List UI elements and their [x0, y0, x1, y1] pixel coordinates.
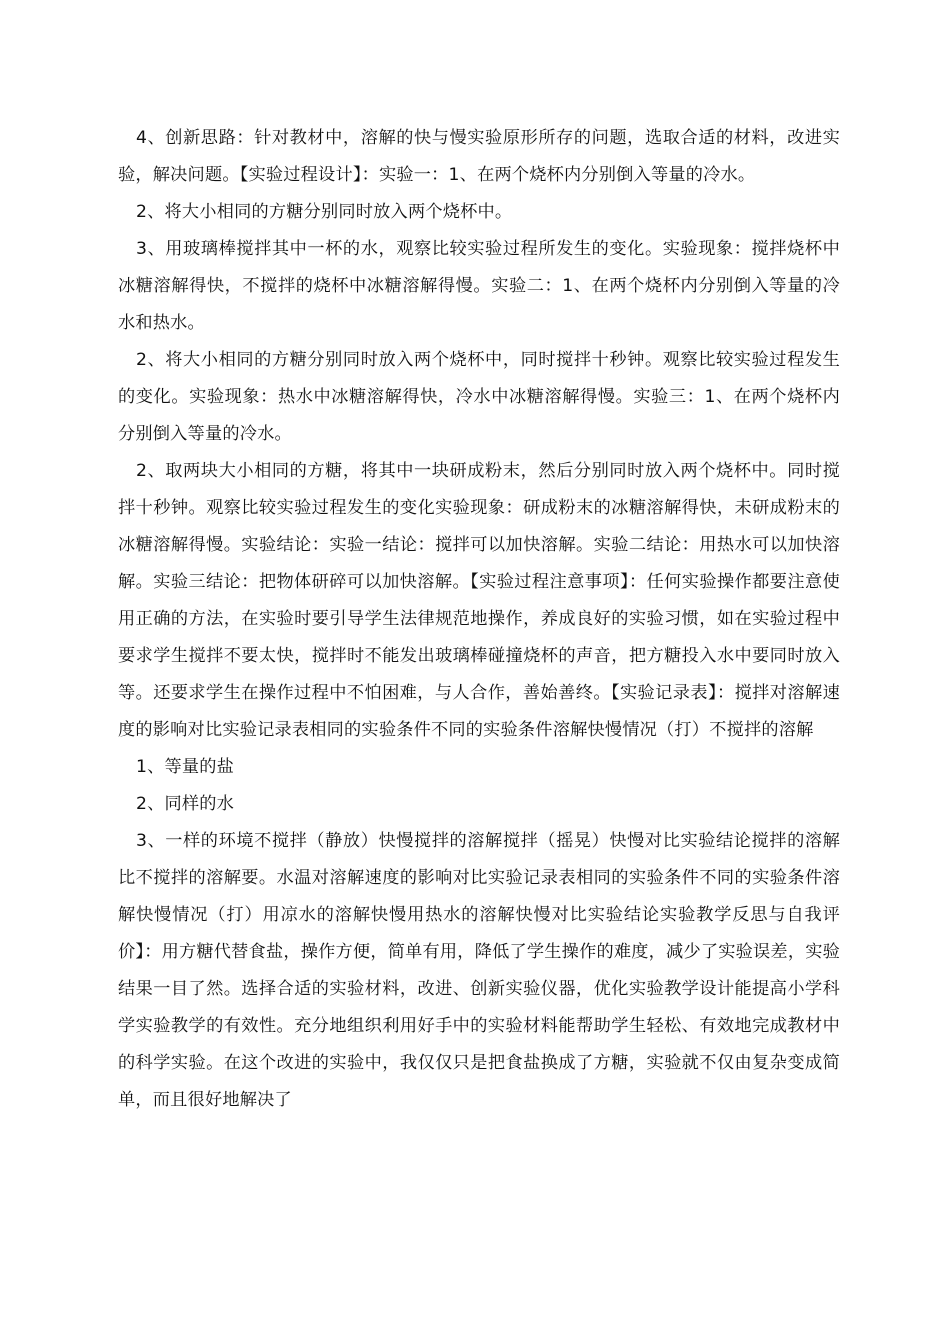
paragraph-innovation-idea: 4、创新思路：针对教材中，溶解的快与慢实验原形所存的问题，选取合适的材料，改进实验，解决问题。【实验过程设计】：实验一：1、在两个烧杯内分别倒入等量的冷水。 [118, 128, 840, 185]
paragraph-step-2-exp1: 2、将大小相同的方糖分别同时放入两个烧杯中。 [136, 202, 513, 222]
paragraph-step-2-exp2: 2、将大小相同的方糖分别同时放入两个烧杯中，同时搅拌十秒钟。观察比较实验过程发生的变化。实验现象：热水中冰糖溶解得快，冷水中冰糖溶解得慢。实验三：1、在两个烧杯内分别倒入等量的冷水。 [118, 350, 840, 444]
document-page [118, 120, 840, 1119]
paragraph-step-2-exp3: 2、取两块大小相同的方糖，将其中一块研成粉末，然后分别同时放入两个烧杯中。同时搅拌十秒钟。观察比较实验过程发生的变化实验现象：研成粉末的冰糖溶解得快，未研成粉末的冰糖溶解得慢。实验结论：实验一结论：搅拌可以加快溶解。实验二结论：用热水可以加快溶解。实验三结论：把物体研碎可以加快溶解。【实验过程注意事项】：任何实验操作都要注意使用正确的方法，在实验时要引导学生法律规范地操作，养成良好的实验习惯，如在实验过程中要求学生搅拌不要太快，搅拌时不能发出玻璃棒碰撞烧杯的声音，把方糖投入水中要同时放入等。还要求学生在操作过程中不怕困难，与人合作，善始善终。【实验记录表】：搅拌对溶解速度的影响对比实验记录表相同的实验条件不同的实验条件溶解快慢情况（打）不搅拌的溶解 [118, 461, 840, 740]
paragraph-list-item-1: 1、等量的盐 [136, 757, 235, 777]
paragraph-list-item-3: 3、一样的环境不搅拌（静放）快慢搅拌的溶解搅拌（摇晃）快慢对比实验结论搅拌的溶解比不搅拌的溶解要。水温对溶解速度的影响对比实验记录表相同的实验条件不同的实验条件溶解快慢情况（打）用凉水的溶解快慢用热水的溶解快慢对比实验结论实验教学反思与自我评价】：用方糖代替食盐，操作方便，简单有用，降低了学生操作的难度，减少了实验误差，实验结果一目了然。选择合适的实验材料，改进、创新实验仪器，优化实验教学设计能提高小学科学实验教学的有效性。充分地组织利用好手中的实验材料能帮助学生轻松、有效地完成教材中的科学实验。在这个改进的实验中，我仅仅只是把食盐换成了方糖，实验就不仅由复杂变成简单，而且很好地解决了 [118, 831, 840, 1110]
paragraph-step-3-exp1: 3、用玻璃棒搅拌其中一杯的水，观察比较实验过程所发生的变化。实验现象：搅拌烧杯中冰糖溶解得快，不搅拌的烧杯中冰糖溶解得慢。实验二：1、在两个烧杯内分别倒入等量的冷水和热水。 [118, 239, 840, 333]
paragraph-list-item-2: 2、同样的水 [136, 794, 235, 814]
